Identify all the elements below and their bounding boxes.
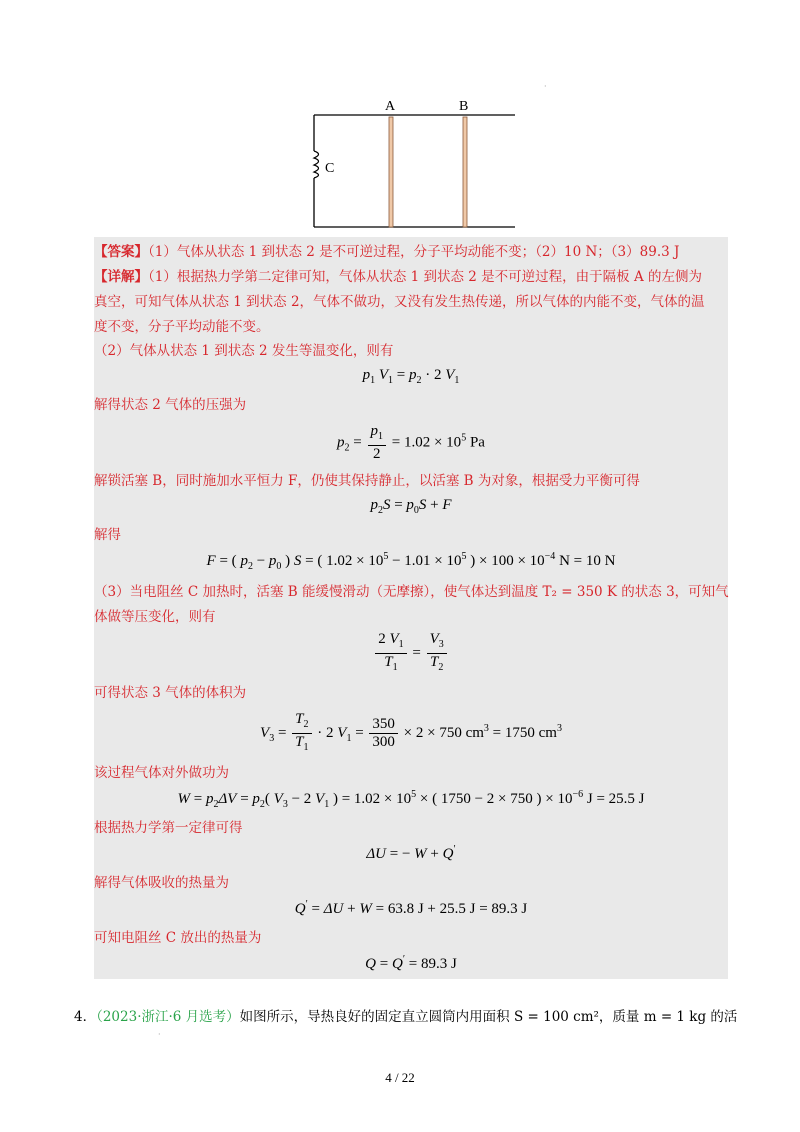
answer-text: （1）气体从状态 1 到状态 2 是不可逆过程，分子平均动能不变；（2）10 N；（3）89.3 J <box>148 244 680 260</box>
equation-force-balance: $p_2S = p_0S + F$ <box>370 497 452 516</box>
detail-line-7: 解得 <box>94 527 121 543</box>
detail-line-13: 解得气体吸收的热量为 <box>94 875 229 891</box>
page-number: 4 / 22 <box>385 1070 415 1085</box>
equation-v3: $V_3$ = $\frac{T_2}{T_1}$ · 2 $V_1$ = $\frac{350}{300}$ × 2 × 750 $cm^3 = 1750$ $cm^3$ <box>260 711 562 753</box>
question-text: 如图所示，导热良好的固定直立圆筒内用面积 S = 100 cm²，质量 m = 1 kg 的活 <box>239 1009 738 1025</box>
detail-line-9: 体做等压变化，则有 <box>94 609 216 625</box>
detail-line-10: 可得状态 3 气体的体积为 <box>94 685 247 701</box>
detail-tag: 【详解】 <box>94 269 148 285</box>
answer-tag: 【答案】 <box>94 244 148 260</box>
detail-line-2: 真空，可知气体从状态 1 到状态 2，气体不做功，又没有发生热传递，所以气体的内能不变，气体的温 <box>94 294 705 310</box>
equation-heat-released: Q = Q′ = 89.3 J <box>365 954 457 972</box>
question-source: （2023·浙江·6 月选考） <box>96 1009 240 1025</box>
label-a: A <box>385 99 396 114</box>
detail-line-6: 解锁活塞 B，同时施加水平恒力 F，仍使其保持静止，以活塞 B 为对象，根据受力平衡可得 <box>94 473 640 489</box>
apparatus-figure <box>310 96 530 236</box>
question-number: 4． <box>74 1009 97 1025</box>
question-4 <box>74 1006 738 1028</box>
equation-isothermal: $p_1$ $V_1 = p_2 \cdot 2$ $V_1$ <box>362 367 460 386</box>
partition-a <box>389 117 393 227</box>
detail-line-1: 【详解】（1）根据热力学第二定律可知，气体从状态 1 到状态 2 是不可逆过程，由于隔板 A 的左侧为 <box>94 269 703 285</box>
label-b: B <box>459 99 469 114</box>
equation-p2: $p_2$ = $\frac{p_1}{2}$ = $1.02 \times 10^5$ Pa <box>337 423 485 462</box>
equation-isobaric: $\frac{2 V_1}{T_1}$ = $\frac{V_3}{T_2}$ <box>94 631 728 676</box>
detail-line-4: （2）气体从状态 1 到状态 2 发生等温变化，则有 <box>94 343 394 359</box>
detail-line-8: （3）当电阻丝 C 加热时，活塞 B 能缓慢滑动（无摩擦），使气体达到温度 T₂ = 350 K 的状态 3，可知气 <box>94 584 729 600</box>
equation-heat-absorbed: Q′ = ΔU + W = 63.8 J + 25.5 J = 89.3 J <box>294 899 528 917</box>
detail-line-5: 解得状态 2 气体的压强为 <box>94 397 247 413</box>
equation-work: $W = p_2\Delta V = p_2$( $V_3 - 2$ $V_1$ ) = $1.02 \times 10^5$ × ( 1750 − 2 × 750 ) × $10^{-6}$ J = 25.5 J <box>177 789 645 810</box>
detail-line-14: 可知电阻丝 C 放出的热量为 <box>94 930 262 946</box>
detail-line-3: 度不变，分子平均动能不变。 <box>94 319 270 335</box>
detail-line-11: 该过程气体对外做功为 <box>94 765 229 781</box>
label-c: C <box>325 161 335 176</box>
equation-force: F = ( $p_2 - p_0$ ) S = ( $1.02 \times 10^5 - 1.01 \times 10^5$ ) × $100 \times 10^{-4}$ N = 10 N <box>206 551 616 572</box>
solution-block <box>94 237 728 979</box>
answer-line <box>94 242 728 262</box>
detail-line-12: 根据热力学第一定律可得 <box>94 820 243 836</box>
equation-first-law: ΔU = − W + Q′ <box>366 844 456 862</box>
piston-b <box>463 117 467 227</box>
